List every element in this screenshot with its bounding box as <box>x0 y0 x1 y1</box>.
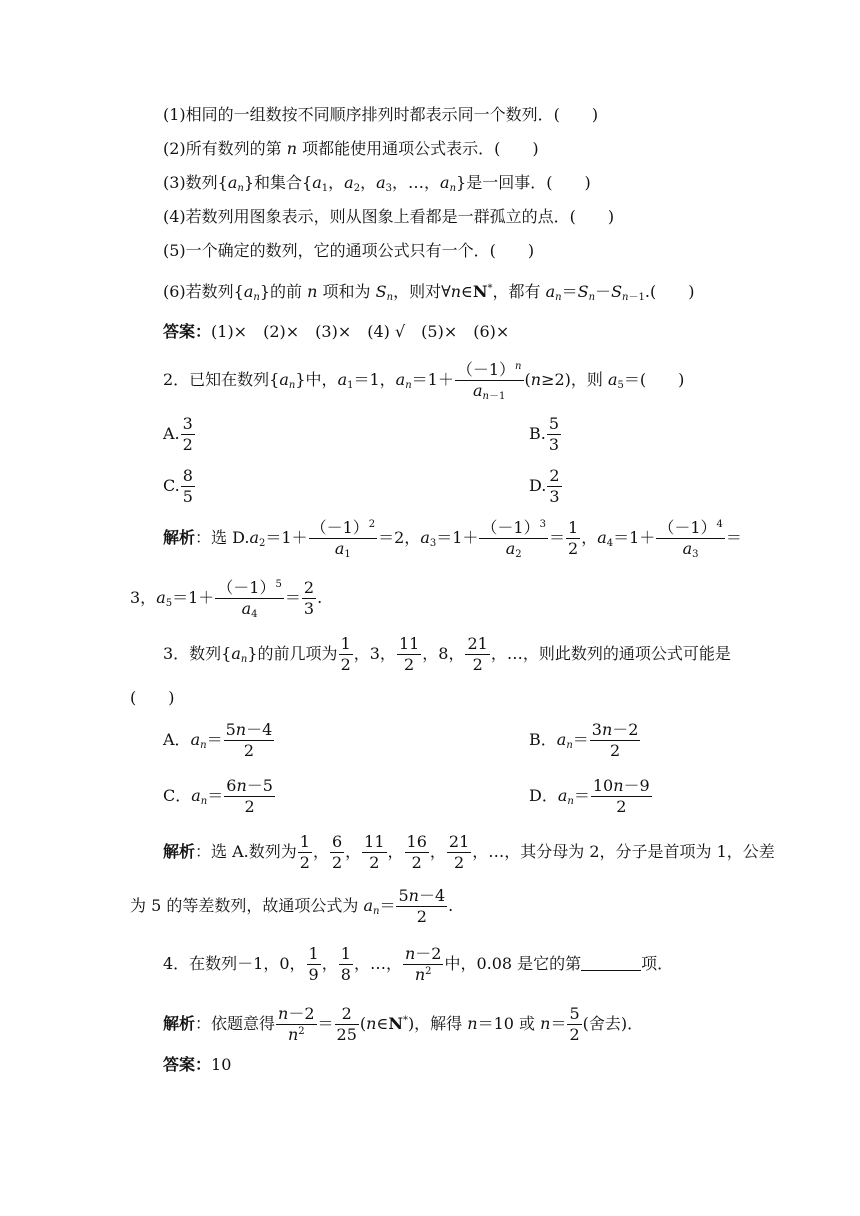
q1-item-2: (2)所有数列的第 n 项都能使用通项公式表示．( ) <box>163 139 539 158</box>
q1-item-5: (5)一个确定的数列，它的通项公式只有一个．( ) <box>163 241 535 260</box>
q1-item-1: (1)相同的一组数按不同顺序排列时都表示同一个数列．( ) <box>163 105 599 124</box>
q4-analysis: 解析：依题意得 $\frac{n-2}{n^2}$ ＝ $\frac{2}{25}$ (n∈N*)，解得 n＝10 或 n＝ $\frac{5}{2}$ (舍去)． <box>163 1004 644 1044</box>
q3-option-c[interactable]: C．$a_n=$ $\frac{6n-5}{2}$ <box>163 776 273 816</box>
q2-option-b[interactable]: B. $\frac{5}{3}$ <box>529 414 560 454</box>
q2-stem: 2．已知在数列$\{a_n\}$中，$a_1=1$，$a_n=1+$ $\frac{(-1)^n}{a_{n-1}}$ (n≥2)，则 $a_5=$( ) <box>163 360 685 402</box>
q3-stem-line2: ( ) <box>130 688 175 707</box>
q2-option-d[interactable]: D. $\frac{2}{3}$ <box>529 466 560 506</box>
q4-stem: 4．在数列－1，0， $\frac{1}{9}$ ， $\frac{1}{8}$ ，…， $\frac{n-2}{n^2}$ 中，0.08 是它的第 项． <box>163 944 674 984</box>
q2-option-c[interactable]: C. $\frac{8}{5}$ <box>163 466 193 506</box>
answer-text: (1)× (2)× (3)× (4) √ (5)× (6)× <box>211 322 510 341</box>
q3-option-d[interactable]: D．$a_n=$ $\frac{10n-9}{2}$ <box>529 776 650 816</box>
q3-option-a[interactable]: A．$a_n=$ $\frac{5n-4}{2}$ <box>163 720 273 760</box>
q1-item-6: (6)若数列$\{a_n\}$的前 n 项和为 $S_n$，则对∀n∈N*，都有 $a_n=S_n-S_{n-1}$.( ) <box>163 282 695 303</box>
answer-blank[interactable] <box>581 954 641 971</box>
q1-answer <box>163 322 509 342</box>
q2-analysis: 解析：选 $D.a_2=1+$ $\frac{(-1)^2}{a_1}$ ＝2，$a_3=1+$ $\frac{(-1)^3}{a_2}$ ＝ $\frac{1}{2}$ ，$a_4=1+$ $\frac{(-1)^4}{a_3}$ ＝ <box>163 518 742 560</box>
fraction: $\frac{(-1)^n}{a_{n-1}}$ <box>456 360 522 402</box>
q3-analysis: 解析：选 A.数列为 $\frac{1}{2}$ ， $\frac{6}{2}$ ， $\frac{11}{2}$ ， $\frac{16}{2}$ ， $\frac{21}{2}$ ，…，其分母为 2，分子是首项为 1，公差 <box>163 832 775 872</box>
q1-item-4: (4)若数列用图象表示，则从图象上看都是一群孤立的点．( ) <box>163 207 615 226</box>
q3-option-b[interactable]: B．$a_n=$ $\frac{3n-2}{2}$ <box>529 720 639 760</box>
q2-option-a[interactable]: A. $\frac{3}{2}$ <box>163 414 193 454</box>
q4-answer: 答案：10 <box>163 1055 232 1074</box>
analysis-label: 解析 <box>163 528 196 547</box>
q2-analysis-line2: 3，$a_5=1+$ $\frac{(-1)^5}{a_4}$ ＝ $\frac{2}{3}$ . <box>130 578 323 620</box>
q3-analysis-line2: 为 5 的等差数列，故通项公式为 $a_n=$ $\frac{5n-4}{2}$ . <box>130 886 454 926</box>
answer-label: 答案： <box>163 322 212 341</box>
q1-item-3: (3)数列$\{a_n\}$和集合{$a_1$，$a_2$，$a_3$，…，$a_n$}是一回事．( ) <box>163 173 591 194</box>
q3-stem: 3．数列$\{a_n\}$的前几项为 $\frac{1}{2}$ ，3， $\frac{11}{2}$ ，8， $\frac{21}{2}$ ，…，则此数列的通项公式可能是 <box>163 634 731 674</box>
